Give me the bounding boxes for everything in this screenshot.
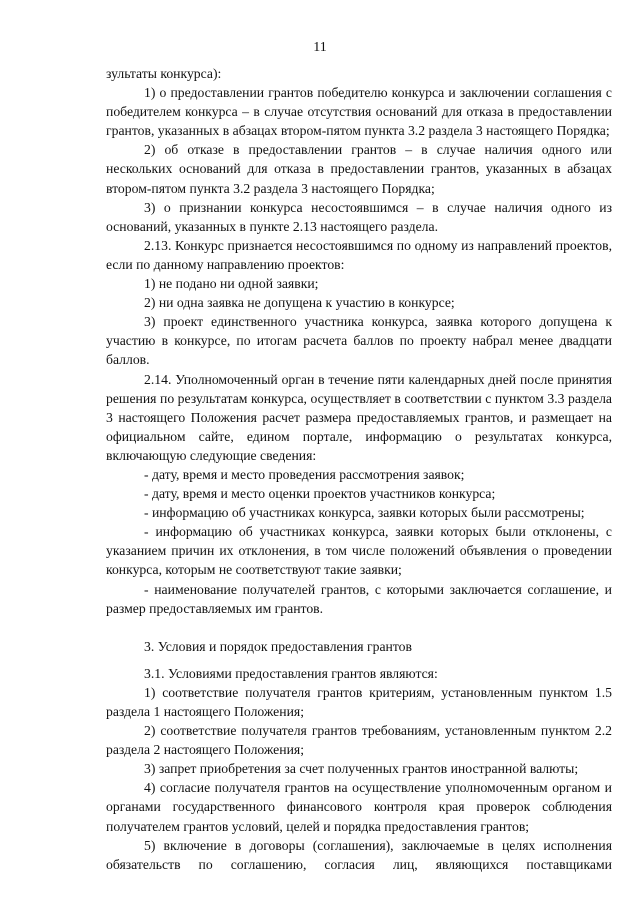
paragraph: 4) согласие получателя грантов на осуществление уполномоченным органом и органами государственного финансового контроля края проверок соблюдения получателем грантов условий, целей и порядка предоставления грантов; bbox=[106, 780, 612, 834]
paragraph: - информацию об участниках конкурса, заявки которых были рассмотрены; bbox=[144, 505, 585, 521]
paragraph: 2) соответствие получателя грантов требованиям, установленным пунктом 2.2 раздела 2 настоящего Положения; bbox=[106, 723, 612, 758]
paragraph: 2) об отказе в предоставлении грантов – в случае наличия одного или нескольких оснований для отказа в предоставлении грантов, указанных в абзацах втором-пятом пункта 3.2 раздела 3 настоящего Порядка; bbox=[106, 142, 612, 196]
paragraph: 2.13. Конкурс признается несостоявшимся по одному из направлений проектов, если по данному направлению проектов: bbox=[106, 237, 612, 272]
page-number: 11 bbox=[313, 40, 327, 55]
paragraph: 2) ни одна заявка не допущена к участию в конкурсе; bbox=[144, 295, 455, 311]
paragraph: 1) о предоставлении грантов победителю конкурса и заключении соглашения с победителем конкурса – в случае отсутствия оснований для отказа в предоставлении грантов, указанных в абзацах втором-пятом пункта 3.2 раздела 3 настоящего Порядка; bbox=[106, 85, 612, 139]
section-heading: 3. Условия и порядок предоставления грантов bbox=[144, 638, 412, 654]
paragraph: 2.14. Уполномоченный орган в течение пяти календарных дней после принятия решения по результатам конкурса, осуществляет в соответствии с пунктом 3.3 раздела 3 настоящего Положения расчет размера предоставляемых грантов, и размещает на официальном сайте, едином портале, информацию о результатах конкурса, включающую следующие сведения: bbox=[106, 371, 612, 463]
paragraph: 3) проект единственного участника конкурса, заявка которого допущена к участию в конкурсе, по итогам расчета баллов по проекту набрал менее двадцати баллов. bbox=[106, 314, 612, 368]
document-body bbox=[106, 64, 612, 874]
paragraph: 3) запрет приобретения за счет полученных грантов иностранной валюты; bbox=[144, 761, 579, 777]
paragraph: - дату, время и место оценки проектов участников конкурса; bbox=[144, 486, 496, 502]
paragraph: 1) не подано ни одной заявки; bbox=[144, 276, 319, 292]
paragraph: - дату, время и место проведения рассмотрения заявок; bbox=[144, 466, 465, 482]
paragraph: 1) соответствие получателя грантов критериям, установленным пунктом 1.5 раздела 1 настоящего Положения; bbox=[106, 684, 612, 719]
paragraph: 3.1. Условиями предоставления грантов являются: bbox=[144, 665, 438, 681]
paragraph: - наименование получателей грантов, с которыми заключается соглашение, и размер предоставляемых им грантов. bbox=[106, 581, 612, 616]
paragraph: 5) включение в договоры (соглашения), заключаемые в целях исполнения обязательств по соглашению, согласия лиц, являющихся поставщиками bbox=[106, 837, 612, 872]
paragraph: - информацию об участниках конкурса, заявки которых были отклонены, с указанием причин их отклонения, в том числе положений объявления о проведении конкурса, которым не соответствуют такие заявки; bbox=[106, 524, 612, 578]
paragraph: зультаты конкурса): bbox=[106, 66, 222, 81]
paragraph: 3) о признании конкурса несостоявшимся – в случае наличия одного из оснований, указанных в пункте 2.13 настоящего раздела. bbox=[106, 199, 612, 234]
